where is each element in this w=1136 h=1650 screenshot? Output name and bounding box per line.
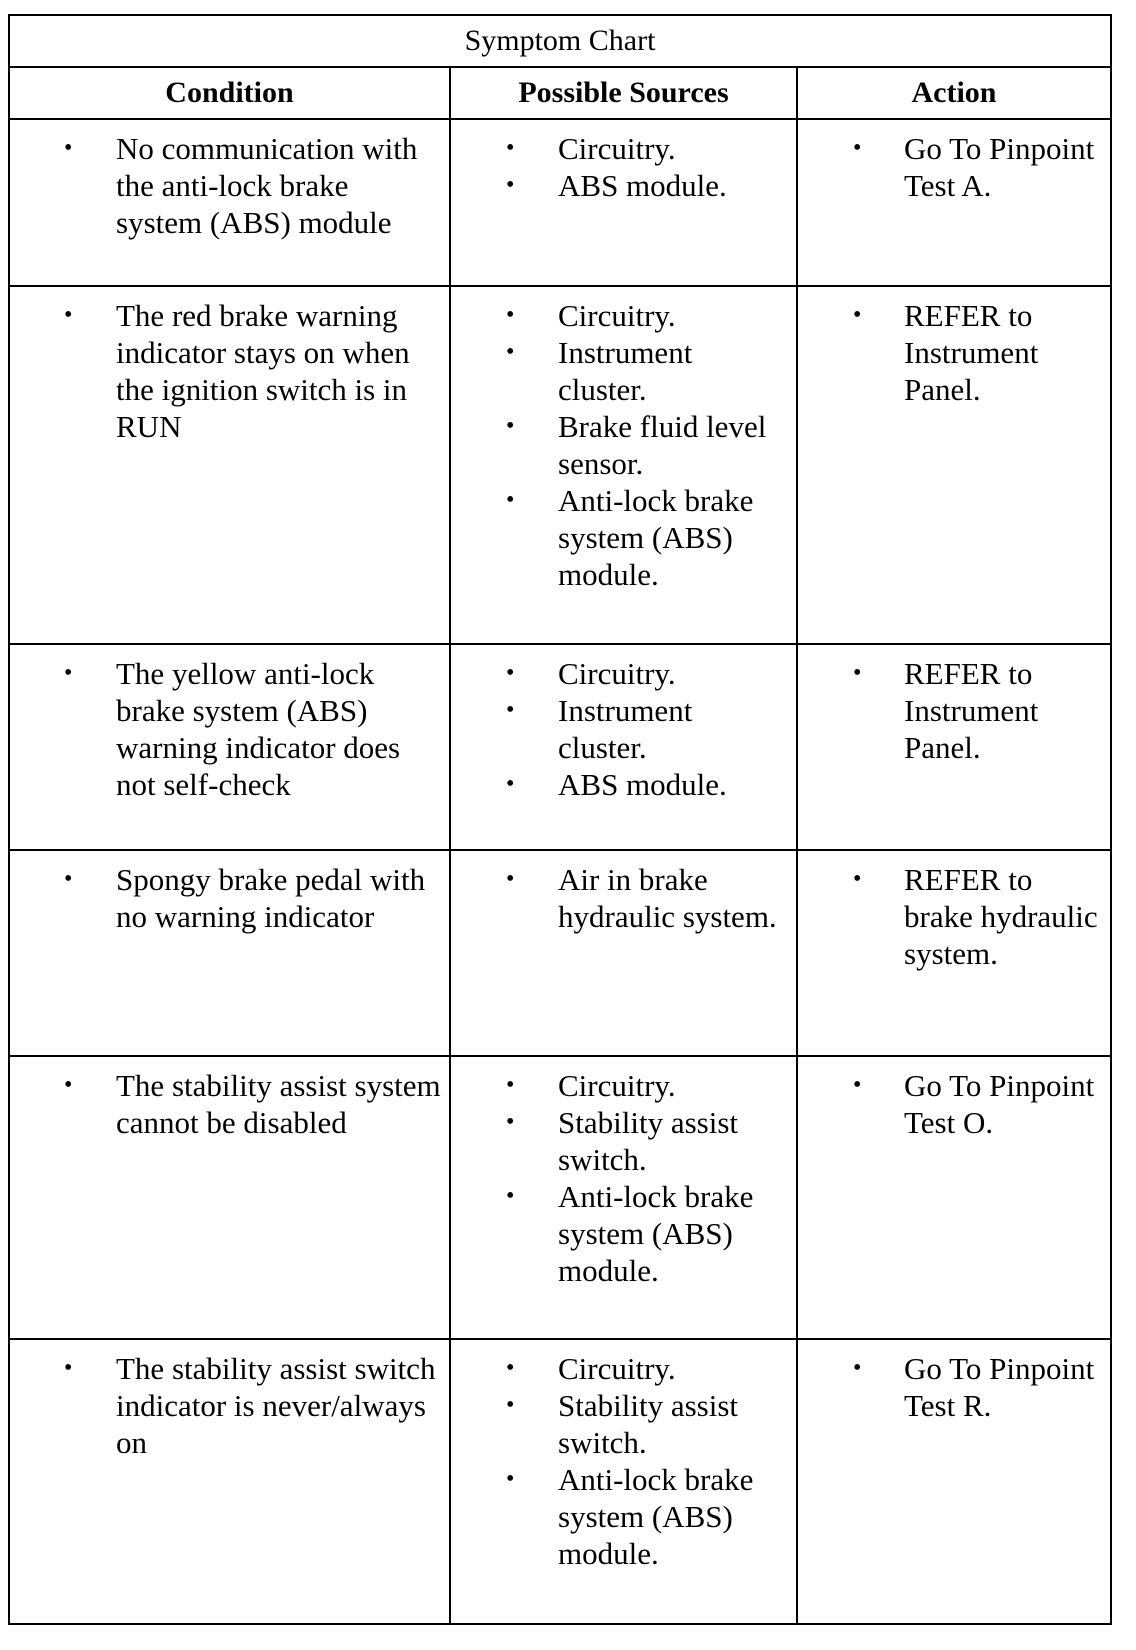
list-item-text: Circuitry.: [558, 1068, 676, 1103]
list-item-text: Brake fluid level sensor.: [558, 409, 767, 481]
bullet-list: [451, 645, 796, 803]
list-item-text: Stability assist switch.: [558, 1105, 738, 1177]
list-item-text: The stability assist switch indicator is never/always on: [116, 1351, 436, 1460]
list-item-text: Go To Pinpoint Test R.: [904, 1351, 1095, 1423]
bullet-icon: •: [64, 660, 73, 686]
bullet-list: [798, 851, 1110, 972]
list-item: [451, 408, 788, 482]
list-item-text: ABS module.: [558, 767, 727, 802]
bullet-icon: •: [506, 135, 515, 161]
list-item: [451, 1350, 788, 1387]
list-item: [451, 130, 788, 167]
list-item-text: Anti-lock brake system (ABS) module.: [558, 1462, 754, 1571]
action-cell: [797, 286, 1111, 644]
bullet-icon: •: [506, 487, 515, 513]
list-item: [451, 1461, 788, 1572]
table-body: [9, 119, 1111, 1624]
bullet-icon: •: [506, 1109, 515, 1135]
table-row: [9, 644, 1111, 850]
possible-sources-cell: [450, 286, 797, 644]
bullet-icon: •: [853, 135, 862, 161]
list-item: [451, 482, 788, 593]
bullet-list: [451, 287, 796, 593]
bullet-icon: •: [853, 302, 862, 328]
list-item: [451, 861, 788, 935]
table-row: [9, 1056, 1111, 1339]
bullet-icon: •: [506, 866, 515, 892]
bullet-icon: •: [506, 1466, 515, 1492]
list-item-text: Go To Pinpoint Test A.: [904, 131, 1095, 203]
bullet-icon: •: [853, 866, 862, 892]
symptom-chart-table: [8, 14, 1112, 1625]
bullet-icon: •: [506, 302, 515, 328]
list-item-text: Spongy brake pedal with no warning indicator: [116, 862, 426, 934]
possible-sources-cell: [450, 850, 797, 1056]
action-cell: [797, 119, 1111, 286]
bullet-list: [10, 851, 449, 935]
list-item: [798, 655, 1106, 766]
column-header-action: Action: [797, 67, 1111, 119]
possible-sources-cell: [450, 1339, 797, 1624]
condition-cell: [9, 119, 450, 286]
list-item: [798, 861, 1106, 972]
bullet-list: [10, 645, 449, 803]
list-item-text: Instrument cluster.: [558, 693, 693, 765]
list-item-text: Circuitry.: [558, 656, 676, 691]
header-row: [9, 67, 1111, 119]
list-item: [451, 1104, 788, 1178]
list-item: [451, 297, 788, 334]
action-cell: [797, 1339, 1111, 1624]
list-item: [798, 1067, 1106, 1141]
bullet-list: [798, 287, 1110, 408]
bullet-icon: •: [506, 660, 515, 686]
list-item: [451, 692, 788, 766]
list-item-text: No communication with the anti-lock brake system (ABS) module: [116, 131, 418, 240]
list-item: [798, 297, 1106, 408]
condition-cell: [9, 644, 450, 850]
bullet-icon: •: [64, 135, 73, 161]
list-item-text: Circuitry.: [558, 1351, 676, 1386]
bullet-list: [798, 1340, 1110, 1424]
bullet-icon: •: [64, 866, 73, 892]
possible-sources-cell: [450, 119, 797, 286]
bullet-icon: •: [853, 1072, 862, 1098]
list-item-text: Stability assist switch.: [558, 1388, 738, 1460]
bullet-list: [10, 1057, 449, 1141]
bullet-icon: •: [853, 1355, 862, 1381]
bullet-icon: •: [853, 660, 862, 686]
table-row: [9, 119, 1111, 286]
list-item: [451, 334, 788, 408]
condition-cell: [9, 1339, 450, 1624]
list-item-text: Anti-lock brake system (ABS) module.: [558, 1179, 754, 1288]
action-cell: [797, 1056, 1111, 1339]
list-item: [10, 130, 441, 241]
list-item-text: ABS module.: [558, 168, 727, 203]
list-item: [451, 1178, 788, 1289]
list-item: [451, 766, 788, 803]
bullet-icon: •: [506, 339, 515, 365]
list-item-text: The yellow anti-lock brake system (ABS) warning indicator does not self-check: [116, 656, 401, 802]
list-item: [10, 1350, 441, 1461]
list-item-text: Circuitry.: [558, 131, 676, 166]
list-item-text: The red brake warning indicator stays on when the ignition switch is in RUN: [116, 298, 410, 444]
bullet-list: [451, 851, 796, 935]
bullet-icon: •: [64, 302, 73, 328]
list-item: [451, 1067, 788, 1104]
bullet-icon: •: [506, 1355, 515, 1381]
list-item-text: REFER to Instrument Panel.: [904, 298, 1039, 407]
possible-sources-cell: [450, 1056, 797, 1339]
action-cell: [797, 644, 1111, 850]
table-row: [9, 286, 1111, 644]
list-item: [451, 1387, 788, 1461]
bullet-list: [451, 1340, 796, 1572]
bullet-icon: •: [506, 771, 515, 797]
bullet-list: [451, 1057, 796, 1289]
list-item: [798, 1350, 1106, 1424]
bullet-icon: •: [64, 1355, 73, 1381]
table-title: Symptom Chart: [9, 15, 1111, 67]
condition-cell: [9, 1056, 450, 1339]
bullet-icon: •: [506, 1392, 515, 1418]
list-item: [451, 167, 788, 204]
condition-cell: [9, 850, 450, 1056]
bullet-icon: •: [506, 172, 515, 198]
title-row: [9, 15, 1111, 67]
list-item-text: Circuitry.: [558, 298, 676, 333]
list-item: [451, 655, 788, 692]
bullet-list: [798, 645, 1110, 766]
list-item: [10, 297, 441, 445]
bullet-icon: •: [506, 1072, 515, 1098]
column-header-condition: Condition: [9, 67, 450, 119]
bullet-icon: •: [64, 1072, 73, 1098]
bullet-icon: •: [506, 697, 515, 723]
bullet-list: [798, 120, 1110, 204]
table-row: [9, 1339, 1111, 1624]
list-item-text: Go To Pinpoint Test O.: [904, 1068, 1095, 1140]
list-item: [10, 1067, 441, 1141]
table-row: [9, 850, 1111, 1056]
action-cell: [797, 850, 1111, 1056]
list-item-text: Anti-lock brake system (ABS) module.: [558, 483, 754, 592]
list-item-text: Instrument cluster.: [558, 335, 693, 407]
bullet-list: [10, 120, 449, 241]
list-item-text: REFER to Instrument Panel.: [904, 656, 1039, 765]
column-header-possible-sources: Possible Sources: [450, 67, 797, 119]
bullet-list: [10, 287, 449, 445]
bullet-list: [798, 1057, 1110, 1141]
list-item-text: REFER to brake hydraulic system.: [904, 862, 1098, 971]
list-item-text: The stability assist system cannot be disabled: [116, 1068, 441, 1140]
bullet-list: [10, 1340, 449, 1461]
bullet-list: [451, 120, 796, 204]
bullet-icon: •: [506, 1183, 515, 1209]
list-item: [10, 655, 441, 803]
bullet-icon: •: [506, 413, 515, 439]
list-item: [798, 130, 1106, 204]
possible-sources-cell: [450, 644, 797, 850]
list-item-text: Air in brake hydraulic system.: [558, 862, 777, 934]
list-item: [10, 861, 441, 935]
condition-cell: [9, 286, 450, 644]
